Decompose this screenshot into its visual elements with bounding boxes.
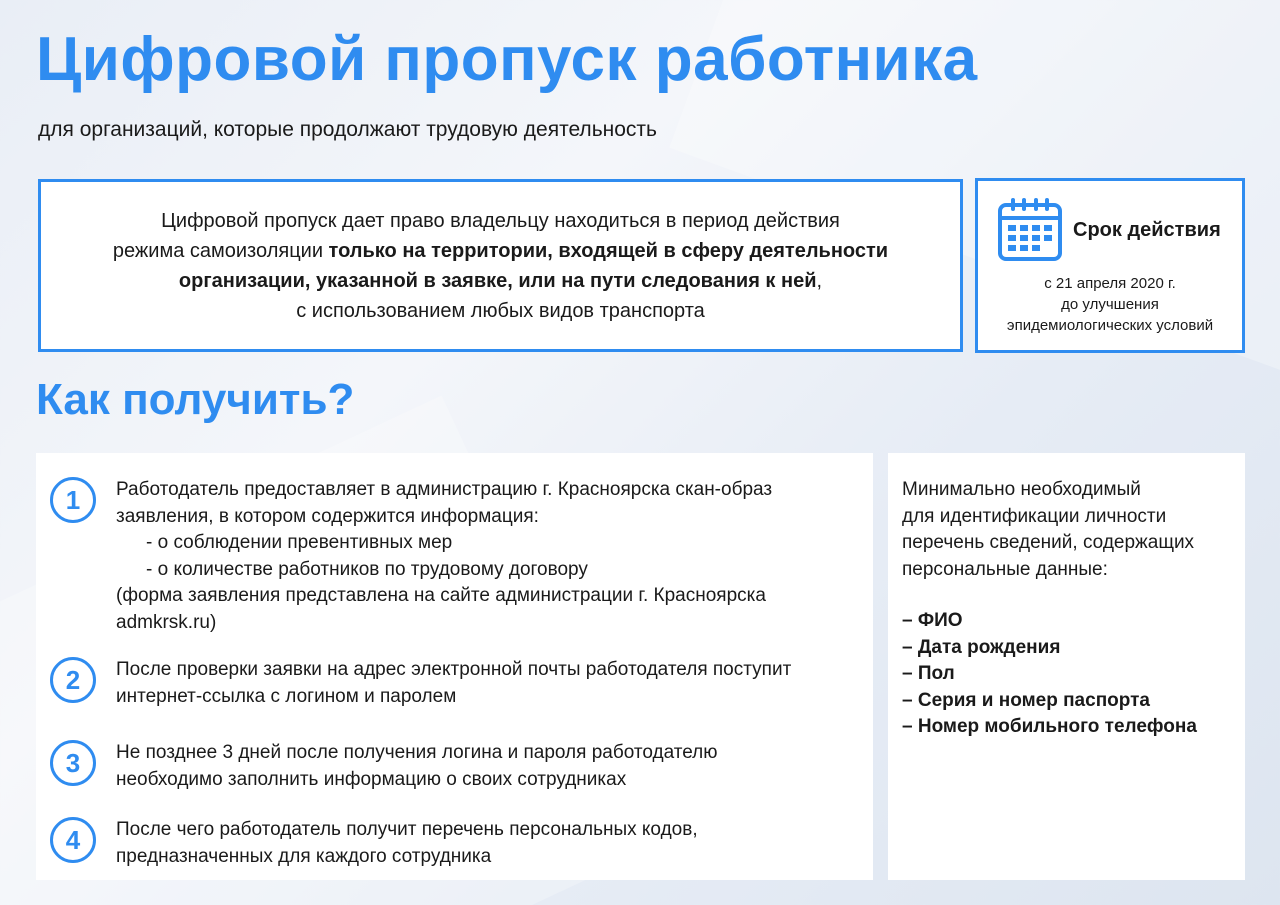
step-number-badge: 2	[50, 657, 96, 703]
step-number-badge: 4	[50, 817, 96, 863]
personal-data-panel	[888, 453, 1245, 880]
step-line: заявления, в котором содержится информация:	[116, 505, 539, 527]
step-line: предназначенных для каждого сотрудника	[116, 845, 492, 867]
step-line: Не позднее 3 дней после получения логина и пароля работодателю	[116, 742, 718, 763]
step-line: интернет-ссылка с логином и паролем	[116, 685, 457, 707]
step-text	[116, 740, 718, 793]
step-line: - о количестве работников по трудовому договору	[146, 558, 588, 580]
step-text	[116, 657, 791, 710]
list-item: – Пол	[902, 663, 955, 684]
validity-period	[978, 273, 1242, 336]
step-number-badge: 1	[50, 477, 96, 523]
personal-data-intro-line: для идентификации личности	[902, 505, 1167, 527]
step-line: - о соблюдении превентивных мер	[146, 532, 453, 553]
personal-data-intro-line: перечень сведений, содержащих	[902, 532, 1195, 553]
list-item: – Серия и номер паспорта	[902, 689, 1151, 711]
personal-data-intro-line: персональные данные:	[902, 558, 1108, 580]
validity-box	[975, 178, 1245, 353]
steps-panel	[36, 453, 873, 880]
validity-title: Срок действия	[1073, 219, 1221, 241]
step-line: Работодатель предоставляет в администрацию г. Красноярска скан-образ	[116, 479, 773, 500]
pass-rights-line: ,	[816, 269, 823, 292]
step-line: admkrsk.ru)	[116, 611, 217, 633]
pass-rights-line: режима самоизоляции	[112, 239, 329, 262]
page-title: Цифровой пропуск работника	[36, 25, 978, 94]
calendar-icon	[997, 196, 1063, 262]
validity-line: с 21 апреля 2020 г.	[1044, 275, 1176, 292]
validity-line: до улучшения	[1061, 296, 1159, 313]
step-line: (форма заявления представлена на сайте администрации г. Красноярска	[116, 585, 766, 606]
section-title-how: Как получить?	[36, 375, 355, 424]
step-text	[116, 817, 698, 870]
page-subtitle: для организаций, которые продолжают трудовую деятельность	[38, 118, 657, 141]
pass-rights-line: с использованием любых видов транспорта	[296, 299, 705, 322]
personal-data-intro-line: Минимально необходимый	[902, 479, 1141, 500]
step-text	[116, 477, 772, 636]
pass-rights-line: Цифровой пропуск дает право владельцу находиться в период действия	[161, 209, 840, 232]
personal-data-list	[902, 608, 1197, 741]
pass-rights-box	[38, 179, 963, 352]
step-line: необходимо заполнить информацию о своих сотрудниках	[116, 768, 627, 790]
pass-rights-emphasis: только на территории, входящей в сферу деятельности	[328, 239, 889, 262]
validity-line: эпидемиологических условий	[1006, 317, 1214, 334]
list-item: – ФИО	[902, 610, 963, 631]
step-line: После чего работодатель получит перечень персональных кодов,	[116, 819, 698, 840]
personal-data-intro	[902, 477, 1194, 583]
step-line: После проверки заявки на адрес электронной почты работодателя поступит	[116, 659, 792, 680]
step-number-badge: 3	[50, 740, 96, 786]
pass-rights-text	[113, 206, 888, 326]
list-item: – Дата рождения	[902, 636, 1061, 658]
pass-rights-emphasis: организации, указанной в заявке, или на пути следования к ней	[178, 269, 817, 292]
list-item: – Номер мобильного телефона	[902, 716, 1197, 737]
